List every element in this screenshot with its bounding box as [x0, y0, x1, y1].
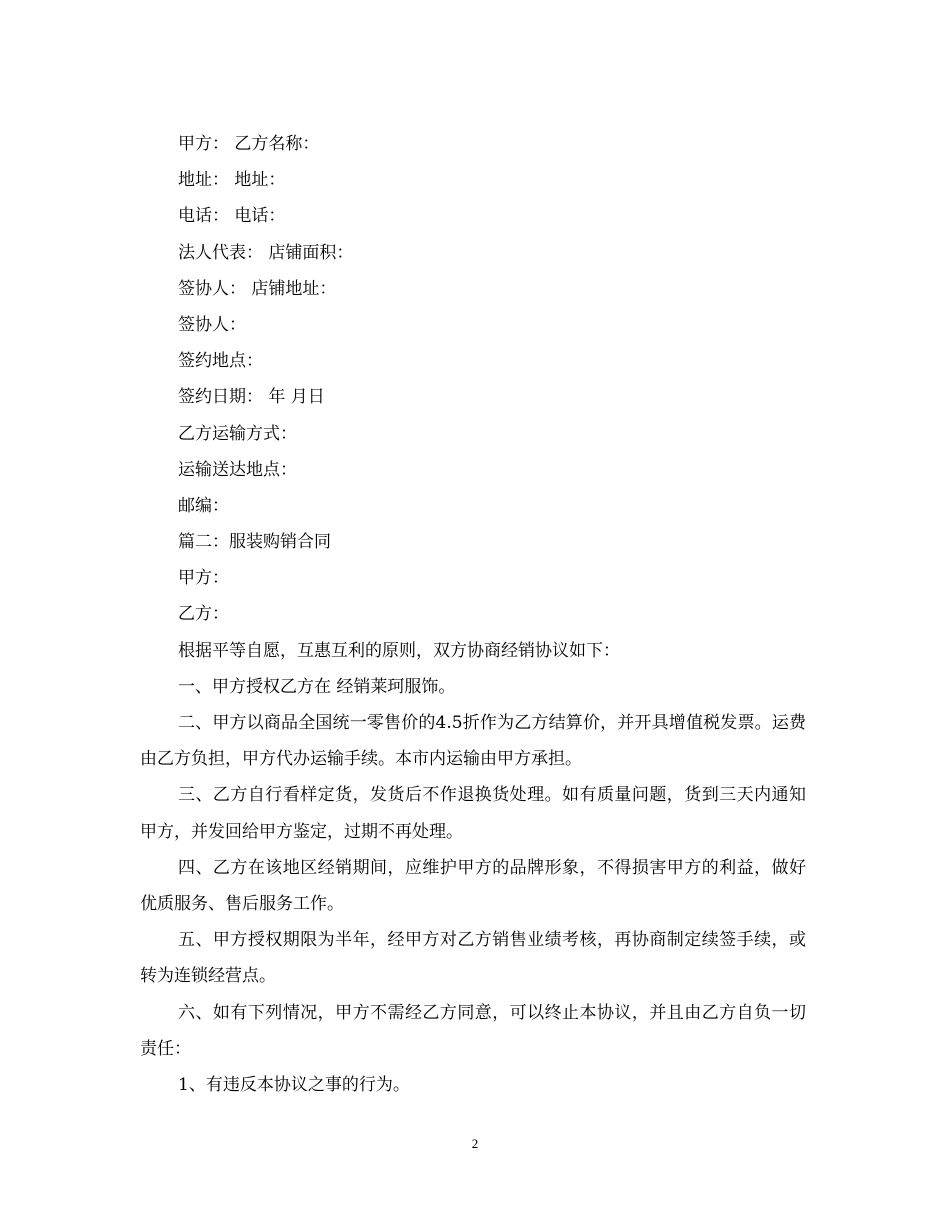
signatory-store-address-line: 签协人： 店铺地址： — [178, 278, 337, 299]
page-number: 2 — [471, 1136, 479, 1151]
contract-party-b-line: 乙方： — [178, 604, 229, 625]
clause-5: 五、甲方授权期限为半年，经甲方对乙方销售业绩考核，再协商制定续签手续，或转为连锁经营点。 — [140, 930, 806, 987]
clause-2: 二、甲方以商品全国统一零售价的4.5折作为乙方结算价，并开具增值税发票。运费由乙方负担，甲方代办运输手续。本市内运输由甲方承担。 — [140, 713, 806, 770]
document-body — [140, 126, 806, 1103]
clause-4: 四、乙方在该地区经销期间，应维护甲方的品牌形象，不得损害甲方的利益，做好优质服务、售后服务工作。 — [140, 857, 806, 915]
phone-line: 电话： 电话： — [178, 206, 286, 227]
signatory-line: 签协人： — [178, 314, 246, 335]
contract-party-a-line: 甲方： — [178, 568, 229, 589]
clause-3: 三、乙方自行看样定货，发货后不作退换货处理。如有质量问题，货到三天内通知甲方，并发回给甲方鉴定，过期不再处理。 — [140, 785, 806, 842]
agreement-intro: 根据平等自愿，互惠互利的原则，双方协商经销协议如下： — [178, 640, 620, 661]
postcode-line: 邮编： — [178, 495, 229, 516]
clause-6: 六、如有下列情况，甲方不需经乙方同意，可以终止本协议，并且由乙方自负一切责任： — [140, 1002, 806, 1059]
party-a-line: 甲方： 乙方名称： — [178, 134, 320, 154]
signing-place-line: 签约地点： — [178, 351, 263, 372]
legal-representative-line: 法人代表： 店铺面积： — [178, 242, 354, 263]
signing-date-line: 签约日期： 年 月日 — [178, 387, 325, 408]
address-line: 地址： 地址： — [178, 170, 286, 191]
transport-method-line: 乙方运输方式： — [178, 423, 297, 444]
clause-1: 一、甲方授权乙方在 经销莱珂服饰。 — [178, 676, 456, 697]
clause-6-item-1: 1、有违反本协议之事的行为。 — [178, 1075, 410, 1096]
delivery-place-line: 运输送达地点： — [178, 459, 297, 480]
section-title: 篇二：服装购销合同 — [178, 532, 331, 553]
